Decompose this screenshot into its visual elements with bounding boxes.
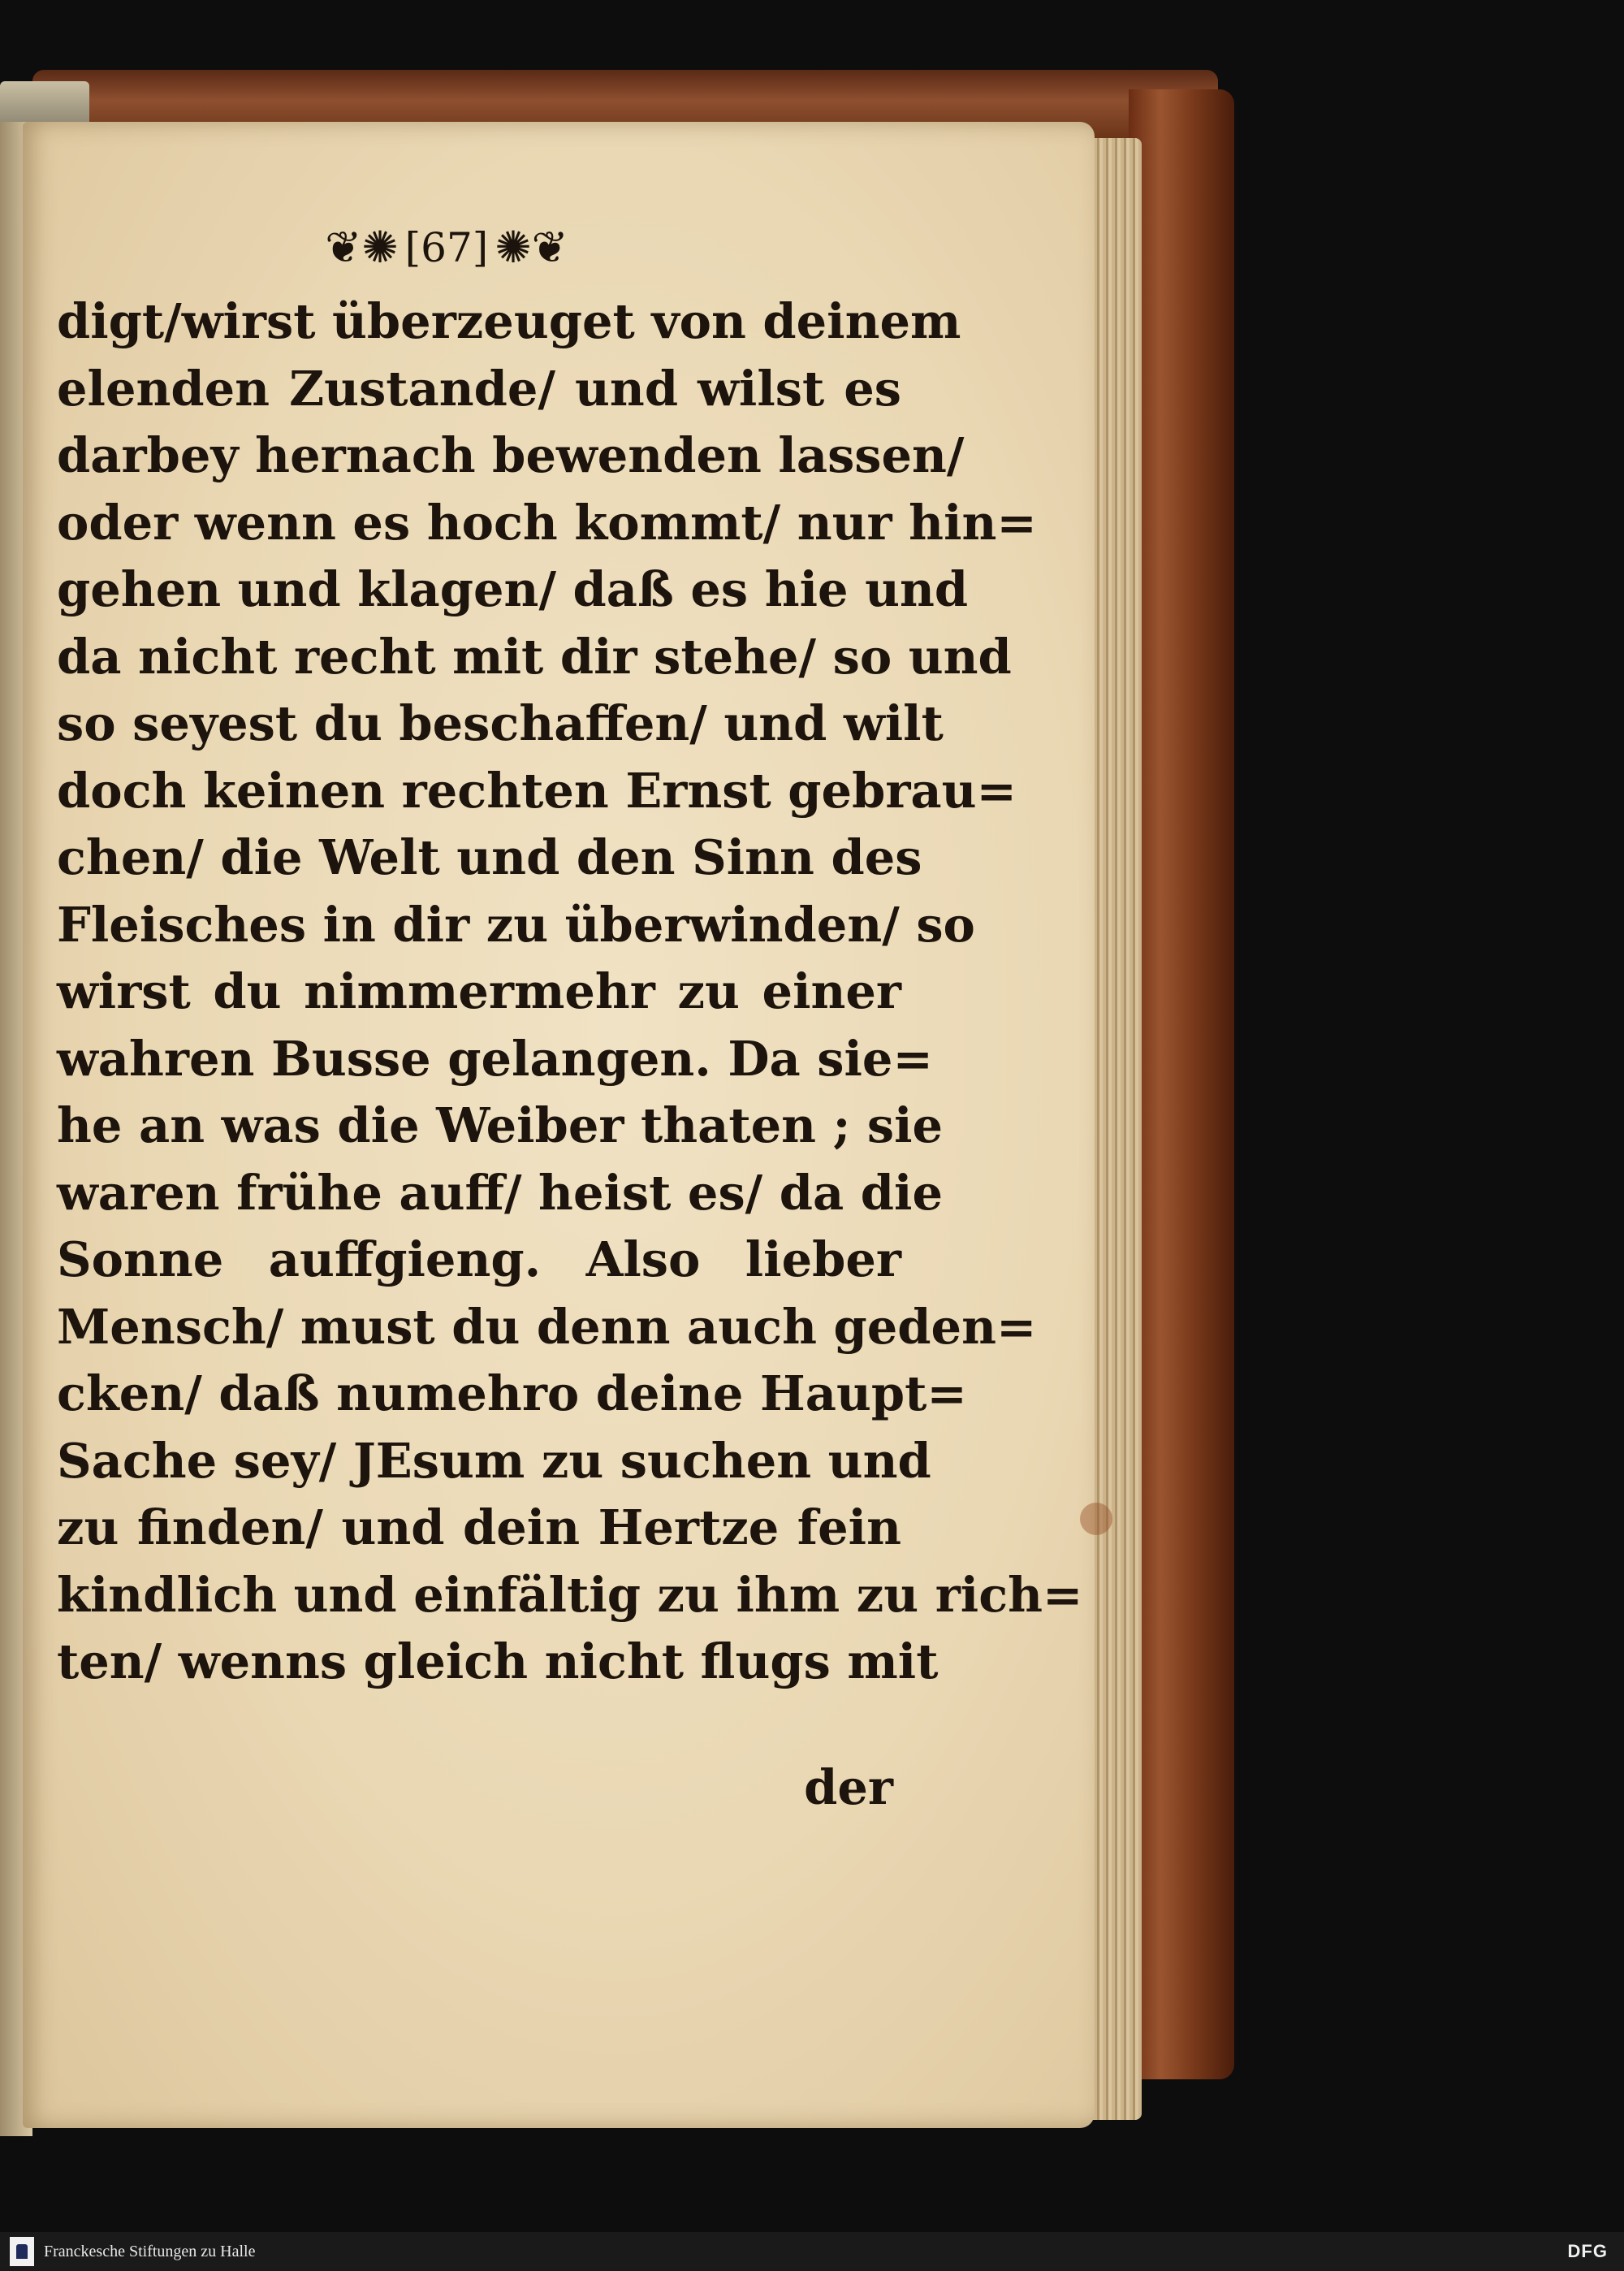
book-cover-spine [1129,89,1234,2079]
logo-building-icon [16,2244,28,2259]
text-line: ten/ wenns gleich nicht flugs mit [57,1633,939,1689]
text-line: Sonne auffgieng. Also lieber [57,1231,901,1287]
text-line: kindlich und einfältig zu ihm zu rich= [57,1566,1083,1623]
ornament-right-icon: ✺❦ [495,222,568,273]
text-line: digt/wirst überzeuget von deinem [57,293,961,349]
text-line: darbey hernach bewenden lassen/ [57,427,965,483]
text-line: doch keinen rechten Ernst gebrau= [57,762,1017,819]
text-line: Sache sey/ JEsum zu suchen und [57,1432,931,1489]
paper-stain [1080,1503,1112,1535]
book-clasp [0,81,89,127]
dfg-logo: DFG [1567,2241,1608,2261]
footer-institution [10,2237,255,2266]
text-line: gehen und klagen/ daß es hie und [57,561,969,617]
text-line: zu finden/ und dein Hertze fein [57,1499,901,1555]
text-line: elenden Zustande/ und wilst es [57,360,901,417]
footer-bar [0,2232,1624,2271]
catchword: der [804,1759,893,1815]
text-line: he an was die Weiber thaten ; sie [57,1097,944,1153]
text-line: Mensch/ must du denn auch geden= [57,1298,1037,1355]
text-line: waren frühe auff/ heist es/ da die [57,1164,943,1221]
text-line: Fleisches in dir zu überwinden/ so [57,896,975,953]
text-line: wirst du nimmermehr zu einer [57,963,901,1019]
text-line: so seyest du beschaffen/ und wilt [57,695,944,751]
text-line: wahren Busse gelangen. Da sie= [57,1030,933,1087]
body-text [57,288,1083,1696]
institution-logo-icon [10,2237,34,2266]
institution-name: Franckesche Stiftungen zu Halle [44,2242,256,2260]
text-line: da nicht recht mit dir stehe/ so und [57,628,1012,685]
page-number: [67] [404,224,489,271]
text-line: oder wenn es hoch kommt/ nur hin= [57,494,1037,551]
text-line: chen/ die Welt und den Sinn des [57,829,922,885]
text-line: cken/ daß numehro deine Haupt= [57,1365,967,1421]
page-header [284,215,609,280]
ornament-left-icon: ❦✺ [325,222,399,273]
